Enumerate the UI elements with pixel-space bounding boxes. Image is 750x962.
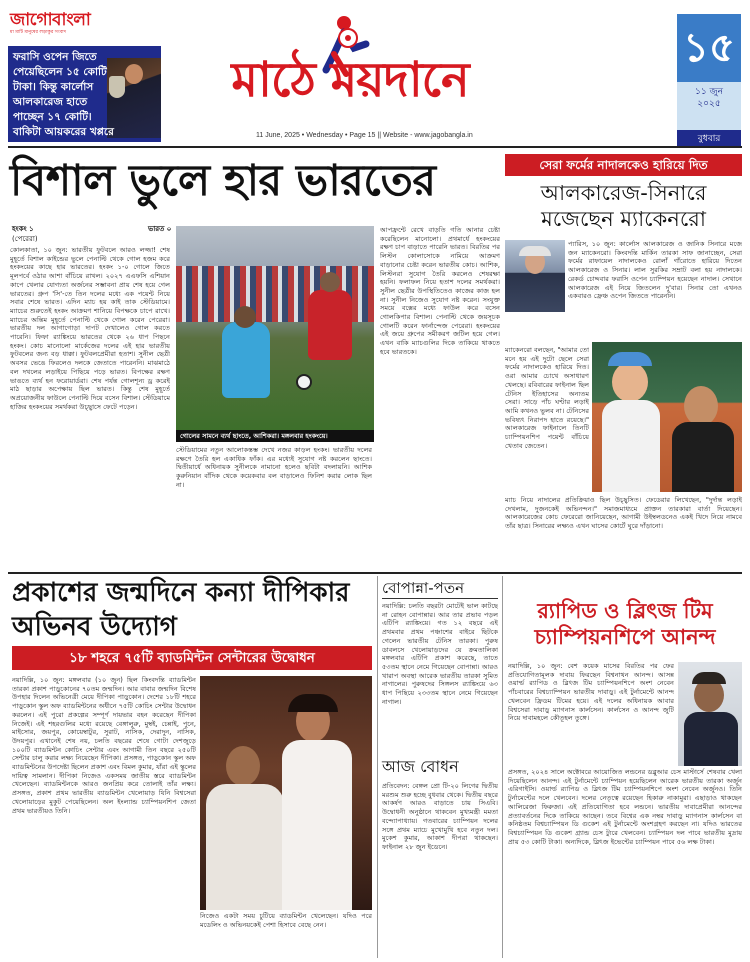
football-icon (338, 28, 358, 48)
masthead (170, 14, 668, 139)
deepika-photo (200, 676, 372, 910)
main-body-col2-left: স্টেডিয়ামের নতুন আলোকস্তম্ভ দেখে নজর কাড়ল হংকং। ভারতীয় দলের রক্ষণে তৈরি হল একাধিক ফাঁক। এর মধ্যেই সুযোগ নষ্ট করলেন ছাংতে। দ্বিতীয়ার্ধে অধিনায়ক সুনীলকে নামানো হলেও ছবিটা বদলায়নি। আশিক কুরুনিয়ান বাঁদিক থেকে কয়েকবার বল বাড়ালেও ফিনিশ করার লোক ছিল না। (176, 446, 372, 489)
sinner-figure (612, 362, 648, 402)
ball-in-photo (296, 374, 312, 390)
players-photo (592, 342, 742, 492)
brand-name: জাগোবাংলা (10, 10, 91, 30)
brand-tagline: মা মাটি মানুষের লড়াকুর সংবাদ (10, 30, 67, 35)
aaj-body: প্রতিবেদন: বেঙ্গল প্রো টি-২০ লিগের দ্বিতীয় মরশুম শুরু হচ্ছে বুধবার থেকে। দ্বিতীয় বছরে আকর্ষণ আরও বাড়াতে চায় সিএবি। উদ্বোধনী অনুষ্ঠানে থাকবেন মুখ্যমন্ত্রী মমতা বন্দ্যোপাধ্যায়। গতবারের চ্যাম্পিয়ন দলের সঙ্গে প্রথম ম্যাচে মুখোমুখি হবে নতুন দল। মুকেশ কুমার, আকাশ দীপরা থাকছেন। ফাইনাল ২৮ জুন ইডেনে। (382, 782, 498, 851)
rapid-body-top: নয়াদিল্লি, ১০ জুন: বেশ কয়েক মাসের বিরতির পর ফের প্রতিযোগিতামূলক দাবায় ফিরছেন বিশ্বনাথন আনন্দ। আসন্ন ওয়ার্ল্ড র‍্যাপিড ও ব্লিৎজ টিম চ্যাম্পিয়নশিপে অংশ নেবেন পাঁচবারের বিশ্বচ্যাম্পিয়ন ভারতীয় দাবাড়ু। এই টুর্নামেন্টে আনন্দ খেলবেন ফ্রিডম টিমের হয়ে। এই দলের অধিনায়ক আবার বিশ্বসেরা দাবাড়ু ম্যাগনাস কার্লসেন। কার্লসেন ও আনন্দ জুটি নিয়ে দাবামহলে কৌতূহল তুঙ্গে। (508, 662, 674, 723)
deepika-headline: প্রকাশের জন্মদিনে কন্যা দীপিকার অভিনব উদ্যোগ (12, 578, 350, 642)
football-photo (176, 226, 374, 430)
teaser-box[interactable] (8, 46, 161, 142)
date-year: ২০২৫ (697, 99, 721, 109)
player-red (308, 290, 352, 360)
masthead-dateline: 11 June, 2025 • Wednesday • Page 15 || Website - www.jagobangla.in (256, 132, 473, 139)
prakash-figure (226, 746, 260, 786)
tennis-headline: আলকারেজ-সিনারে মজেছেন ম্যাকেনরো (540, 181, 707, 231)
date-day: ১১ জুন (695, 87, 723, 97)
tennis-body-bottom: ম্যাচ নিয়ে নাদালের প্রতিক্রিয়াও ছিল উচ্ছ্বসিত। ফেডেরার লিখেছেন, "দুর্দান্ত লড়াই দেখলাম, দুজনকেই অভিনন্দন।" সমাজমাধ্যমে প্রাক্তন তারকারা বার্তা দিয়েছেন। আলকারেজের কোচ ফেরেরো জানিয়েছেন, আগামী উইম্বলডনেও একই খিদে নিয়ে নামবে তাঁর ছাত্র। সিনারের লক্ষ্যও এখন ঘাসের কোর্টে ঘুরে দাঁড়ানো। (505, 496, 742, 531)
scorer: (পেরেরা) (12, 235, 38, 243)
deepika-caption: নিজেও একটা সময় চুটিয়ে ব্যাডমিন্টন খেলেছেন। যদিও পরে মডেলিং ও অভিনয়কেই পেশা হিসাবে বেছে নেন। (200, 912, 372, 929)
mcenroe-photo (505, 240, 565, 312)
main-body-col1: কোলকাতা, ১০ জুন: ভারতীয় ফুটবলে আরও লজ্জা! শেষ মুহূর্তে বিশাল কাইন্ডের ভুলে পেনাল্টি থেকে গোল হজম করে হংকংয়ের কাছে হার ভারতের। হংকং ১-০ গোলে জিতে মূলপর্বে ওঠার আশা বাঁচিয়ে রাখল। ২০২৭ এএফসি এশিয়ান কাপে খেলার যোগ্যতা অর্জনের সম্ভাবনা প্রায় শেষ হয়ে গেল ভারতের। গ্রুপ 'সি'-তে তিন দলের মধ্যে এক পয়েন্ট নিয়ে সবার শেষে ভারত। এদিন ম্যাচ হয় কাই তাক স্টেডিয়ামে। ম্যাচের শুরুতেই হংকং আক্রমণ শানিয়ে বিপক্ষকে চাপে রাখে। ম্যাচের অন্তিম মুহূর্তে পেনাল্টি থেকে গোল করেন পেরেরা। ভারতীয় দল আগাগোড়া দাপট দেখালেও গোল করতে পারেনি। ফিফা র‍্যাঙ্কিংয়ে ভারতের থেকে ২৬ ধাপ পিছনে হংকং। কোচ মানোলো মার্কেজের দলের এই হার ভারতীয় ফুটবলের জন্য বড় ধাক্কা। ফুটবলপ্রেমীরা হতাশ। সুনীল ছেত্রী অবসর ভেঙে ফিরলেও দলকে জেতাতে পারেননি। মাঝমাঠে বল দখলের লড়াইয়ে পিছিয়ে পড়ে ভারত। বিপক্ষের রক্ষণ ভাঙতে ব্যর্থ হন ফরোয়ার্ডরা। শেষ পর্যন্ত গোলশূন্য ড্র করেই মাঠ ছাড়ার অপেক্ষায় ছিল ভারত। কিন্তু শেষ মুহূর্তে অপ্রয়োজনীয় ফাউলে পেনাল্টি দিয়ে বসেন বিশাল। স্টেডিয়ামে হাজির হংকংয়ের সমর্থকরা উচ্ছ্বাসে ফেটে পড়েন। (10, 246, 170, 411)
bopanna-headline: বোপান্না-পতন (382, 578, 498, 599)
photo-caption: গোলের সামনে ব্যর্থ ছাংতে, আশিকরা। মঙ্গলবার হংকংয়ে। (176, 430, 374, 442)
score-right: ভারত ০ (148, 225, 172, 233)
deepika-body-col1: নয়াদিল্লি, ১০ জুন: মঙ্গলবার (১০ জুন) ছিল কিংবদন্তি ব্যাডমিন্টন তারকা প্রকাশ পাড়ুকোনের ৭০তম জন্মদিন। আর বাবার জন্মদিন বিশেষ উপহার দিলেন অভিনেত্রী মেয়ে দীপিকা পাড়ুকোন। দেশের ১৮টি শহরে পাড়ুকোন স্কুল অফ ব্যাডমিন্টনের অধীনে ৭৫টি কোচিং সেন্টার উদ্বোধন করলেন। এই পুরো প্রকল্পের সম্পূর্ণ দায়ভার বহন করেছেন দীপিকা নিজেই। এই শহরগুলির মধ্যে রয়েছে বেঙ্গালুরু, মুম্বই, চেন্নাই, পুনে, মাইসোর, জয়পুর, কোয়েম্বাটুর, সুরাট, নাসিক, দেরাদুন, নাসিক, উদয়পুর। এখানেই শেষ নয়, চলতি বছরের শেষে গোটা দেশজুড়ে ১০০টি ব্যাডমিন্টন কোচিং সেন্টার এবং আগামী তিন বছরে ২৫০টি সেন্টার চালু করার লক্ষ্য নিয়েছেন দীপিকা। প্রসঙ্গত, পাড়ুকোন স্কুল অফ ব্যাডমিন্টনের উপদেষ্টা ছিলেন প্রকাশ এবং বিমল কুমার, যাঁরা এই স্কুলের দায়িত্ব সামলান। দীপিকা নিজেও একসময় জাতীয় স্তরে ব্যাডমিন্টন খেলেছেন। ব্যাডমিন্টনকে আরও জনপ্রিয় করে তোলাই তাঁর লক্ষ্য। প্রসঙ্গত, প্রকাশ প্রথম ভারতীয় ব্যাডমিন্টন খেলোয়াড় যিনি বিশ্বসেরা খেলোয়াড়ের মুকুট পেয়েছিলেন। অল ইংল্যান্ড চ্যাম্পিয়নশিপ জেতা প্রথম ভারতীয়ও তিনি। (12, 676, 196, 815)
bopanna-body: নয়াদিল্লি: চলতি বছরটা মোটেই ভাল কাটছে না রোহন বোপান্নার। আর তার প্রভাব পড়ল এটিপি র‍্যাঙ্কিংয়ে। গত ১২ বছরে এই প্রথমবার প্রথম পঞ্চাশের বাইরে ছিটকে গেলেন ভারতীয় টেনিস তারকা। পুরুষ ডাবলসে খেলোয়াড়দের যে ক্রমতালিকা মঙ্গলবার এটিপি প্রকাশ করেছে, তাতে ৫৩তম স্থানে নেমে গিয়েছেন বোপান্না। আরও খারাপ অবস্থা আরেক ভারতীয় তারকা সুমিত নাগালের। পুরুষদের সিঙ্গলস র‍্যাঙ্কিংয়ে ৬৩ ধাপ পিছিয়ে ২৩৩তম স্থানে নেমে গিয়েছেন নাগাল। (382, 602, 498, 706)
tennis-kicker: সেরা ফর্মের নাদালকেও হারিয়ে দিত (505, 154, 742, 176)
anand-photo (678, 662, 742, 766)
teaser-text: ফরাসি ওপেন জিতে পেয়েছিলেন ১৫ কোটি টাকা। কিন্তু কার্লোস আলকারেজ হাতে পাচ্ছেন ১৭ কোটি। বাকিটা আয়করের খপ্পরে (13, 51, 114, 138)
main-headline: বিশাল ভুলে হার ভারতের (10, 156, 436, 206)
brand-logo (10, 10, 110, 38)
score-left: হংকং ১ (12, 225, 34, 233)
weekday: বুধবার (677, 130, 741, 148)
tennis-body-left: ম্যাকেনরো বলছেন, "আমার তো মনে হয় এই দুটো ছেলে সেরা ফর্মের নাদালকেও হারিয়ে দিত। ওরা আমার চোখে অসাধারণ খেলছে। রবিবারের ফাইনাল ছিল টেনিস ইতিহাসের অন্যতম সেরা। সাড়ে পাঁচ ঘণ্টার লড়াই আমি কখনও ভুলব না। টেনিসের ভবিষ্যৎ নিরাপদ হাতে রয়েছে।" আলকারেজ ফাইনালে তিনটি চ্যাম্পিয়নশিপ পয়েন্ট বাঁচিয়ে খেতাব জেতেন। (505, 346, 589, 450)
rapid-headline: র‍্যাপিড ও ব্লিৎজ টিম চ্যাম্পিয়নশিপে আনন্দ (534, 599, 716, 649)
page-number: ১৫ (683, 25, 735, 71)
masthead-title: মাঠে ময়দানে (231, 52, 469, 108)
tennis-body-top: প্যারিস, ১০ জুন: কার্লোস আলকারেজ ও জানিক সিনারে মজে জন ম্যাকেনরো। কিংবদন্তি মার্কিন তারকা সাফ জানাচ্ছেন, সেরা ফর্মের রাফায়েল নাদালকেও রোলাঁ গাঁরোতে হারিয়ে দিতেন আলকারেজ ও সিনার। লাল সুরকির সম্রাট বলা হয় নাদালকে। রেকর্ড চোদ্দবার ফরাসি ওপেন চ্যাম্পিয়ন হয়েছেন নাদাল। সেখানে আলকারেজ এই নিয়ে জিতলেন দু'বার। সিনার তো এখনও একবারও ফ্রেঞ্চ ওপেন জিততে পারেননি। (568, 240, 742, 301)
aaj-headline: আজ বোধন (382, 757, 459, 776)
main-body-col2-right: আপফ্রন্টে রেখে বাড়তি গতি আনার চেষ্টা করেছিলেন মানোলো। প্রথমার্ধে হংকংয়ের রক্ষণ চাপ বাড়াতে পারেনি ভারত। বিরতির পর লিস্টন কোলাসোকে নামিয়ে আক্রমণ বাড়ানোর চেষ্টা করেন ভারতীয় কোচ। আশিক, লিস্টনরা সুযোগ তৈরি করলেও শেষরক্ষা হয়নি। ফলাফল নিয়ে হতাশ দলের সমর্থকরা। সুনীল ছেত্রীর উপস্থিতিতেও কাজের কাজ হল না। সুনীল নিজেও সুযোগ নষ্ট করেন। সংযুক্ত সময়ে বক্সের মধ্যে ফাউল করে বসেন গোলকিপার বিশাল। পেনাল্টি থেকে জয়সূচক গোলটি করেন ফার্নান্দেজ পেরেরা। হংকংয়ের এই জয়ে গ্রুপের সমীকরণ জটিল হয়ে গেল। এখন বাকি ম্যাচগুলির দিকে তাকিয়ে থাকতে হবে ভারতকে। (380, 226, 500, 356)
rapid-body-bottom: প্রসঙ্গত, ২০২৪ সালে অক্টোবরে আয়োজিত লন্ডনের ডব্লুআর চেস মাস্টার্সে শেষবার খেলা দিয়েছিলেন আনন্দ। এই টুর্নামেন্টে চ্যাম্পিয়ন হয়েছিলেন আরেক ভারতীয় তারকা অর্জুন এরিগাইসি। ওয়ার্ল্ড র‍্যাপিড ও ব্লিৎজ টিম চ্যাম্পিয়নশিপে অংশ নেবেন অর্জুনও। তিনি টুর্নামেন্টের দলে খেলবেন। দলের নেতৃত্বে রয়েছেন হিকারু নাকামুরা। এছাড়াও থাকছেন আলিরেজা ফিরুজা। এই প্রতিযোগিতা হবে লন্ডনে। ভারতীয় দাবাপ্রেমীরা আনন্দের প্রত্যাবর্তনের দিকে তাকিয়ে আছেন। তবে বিশ্বের এক নম্বর দাবাড়ু ম্যাগনাস কার্লসেন বা কনিষ্ঠতম বিশ্বচ্যাম্পিয়ন ডি গুকেশ এই টুর্নামেন্টে অংশগ্রহণ করছেন না। যদিও ভারতের বিশ্বচ্যাম্পিয়ন ডি গুকেশ গ্র্যান্ড চেস ট্যুরে খেলবেন। চ্যাম্পিয়ন দল পাবে ভারতীয় মুদ্রায় প্রায় ৫৩ কোটি টাকা। অন্যদিকে, ব্লিৎজ ইভেন্টের চ্যাম্পিয়ন পাবে ৫৬ লক্ষ টাকা। (508, 768, 742, 846)
date-box (677, 14, 741, 130)
deepika-subhead: ১৮ শহরে ৭৫টি ব্যাডমিন্টন সেন্টারের উদ্বোধন (12, 646, 372, 670)
alcaraz-figure (684, 386, 718, 426)
player-blue (222, 322, 270, 398)
